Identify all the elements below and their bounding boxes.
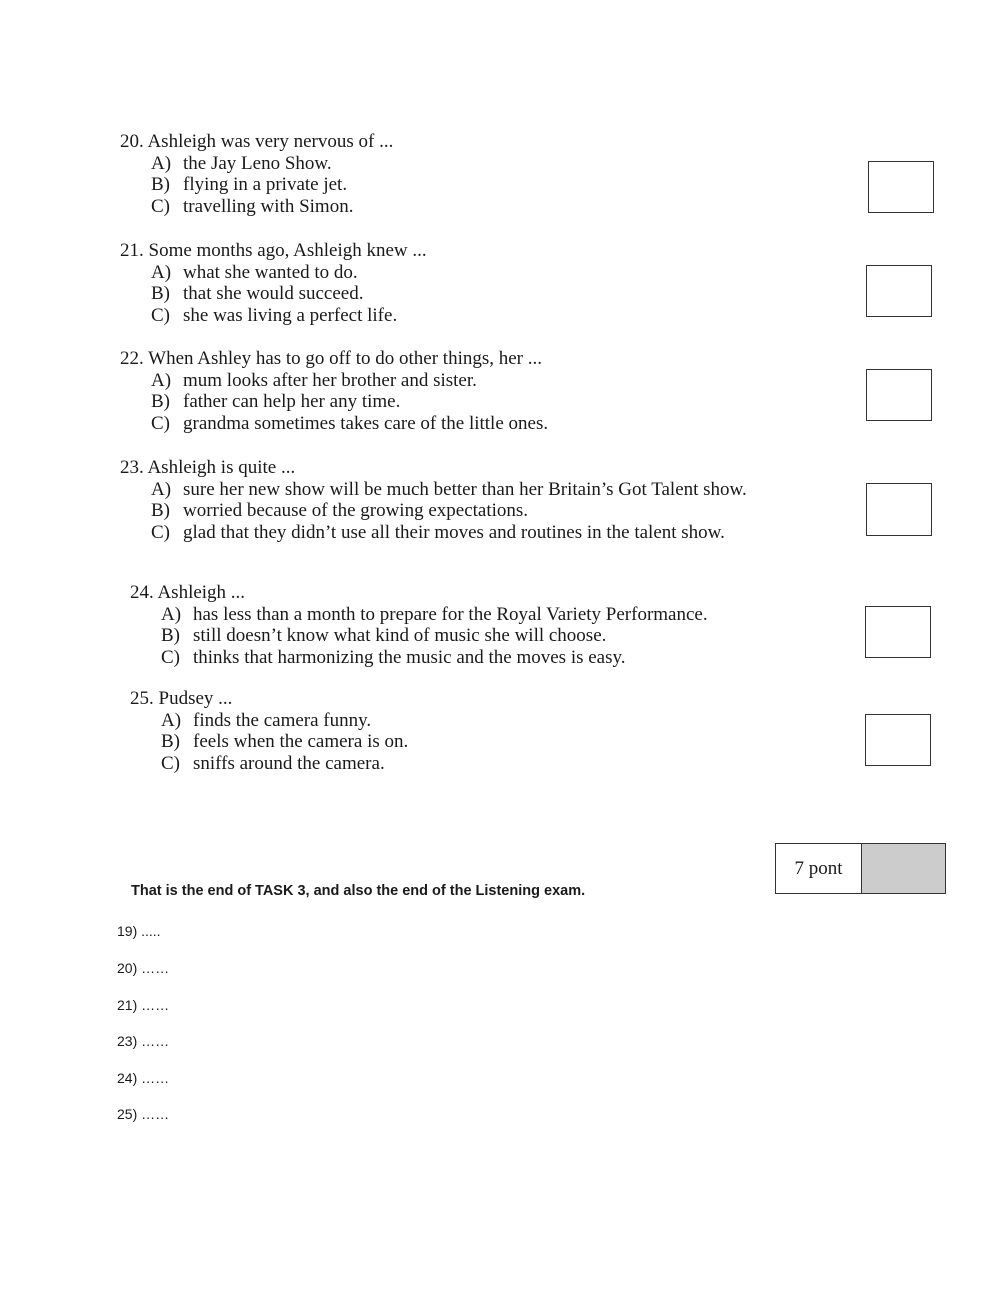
question-number: 23. [120,457,144,478]
question-23 [120,457,747,544]
option-letter: C) [151,196,170,218]
question-text: When Ashley has to go off to do other things, her ... [148,348,543,369]
option-a [120,370,548,392]
question-text: Ashleigh is quite ... [147,457,296,478]
option-b [130,731,408,753]
question-22 [120,348,548,435]
option-letter: C) [161,753,180,775]
answer-box-24[interactable] [865,606,931,658]
score-label: 7 pont [776,844,862,893]
answer-line-20[interactable]: 20) …… [117,960,170,976]
option-text: grandma sometimes takes care of the little ones. [183,413,549,435]
option-c [120,413,548,435]
option-letter: C) [161,647,180,669]
option-letter: A) [151,478,172,500]
option-b [120,283,427,305]
option-letter: B) [151,283,170,305]
answer-box-22[interactable] [866,369,932,421]
option-text: thinks that harmonizing the music and the moves is easy. [193,647,626,669]
question-number: 21. [120,240,144,261]
option-letter: B) [151,391,170,413]
option-letter: A) [161,709,182,731]
option-letter: C) [151,522,170,544]
score-box [775,843,946,894]
option-letter: B) [161,731,180,753]
answer-box-21[interactable] [866,265,932,317]
option-c [130,647,708,669]
option-text: has less than a month to prepare for the Royal Variety Performance. [193,603,708,625]
option-text: father can help her any time. [183,391,401,413]
option-text: the Jay Leno Show. [183,152,332,174]
option-c [120,196,393,218]
question-number: 22. [120,348,144,369]
option-letter: C) [151,305,170,327]
answer-box-25[interactable] [865,714,931,766]
option-c [130,753,408,775]
question-stem [120,240,427,262]
option-text: she was living a perfect life. [183,305,398,327]
option-c [120,305,427,327]
answer-line-23[interactable]: 23) …… [117,1033,170,1049]
question-20 [120,131,393,218]
question-number: 20. [120,131,144,152]
option-text: glad that they didn’t use all their moves and routines in the talent show. [183,522,725,544]
question-stem [130,688,408,710]
answer-box-23[interactable] [866,483,932,536]
option-b [130,625,708,647]
question-stem [120,131,393,153]
option-text: feels when the camera is on. [193,731,409,753]
option-text: sure her new show will be much better than her Britain’s Got Talent show. [183,478,747,500]
question-stem [120,457,747,479]
end-note: That is the end of TASK 3, and also the end of the Listening exam. [131,883,586,899]
answer-line-21[interactable]: 21) …… [117,997,170,1013]
option-b [120,500,747,522]
option-text: flying in a private jet. [183,174,348,196]
answer-box-20[interactable] [868,161,934,213]
question-text: Some months ago, Ashleigh knew ... [148,240,427,261]
option-text: still doesn’t know what kind of music she will choose. [193,625,607,647]
question-number: 24. [130,582,154,603]
option-letter: A) [151,369,172,391]
answer-line-25[interactable]: 25) …… [117,1106,170,1122]
option-text: that she would succeed. [183,283,364,305]
question-text: Pudsey ... [158,688,233,709]
option-letter: C) [151,413,170,435]
option-b [120,174,393,196]
option-letter: B) [161,625,180,647]
option-text: sniffs around the camera. [193,753,385,775]
option-letter: A) [151,152,172,174]
option-a [130,710,408,732]
option-letter: A) [151,261,172,283]
option-text: worried because of the growing expectations. [183,500,529,522]
option-text: mum looks after her brother and sister. [183,369,477,391]
answer-line-19[interactable]: 19) ..... [117,923,161,939]
answer-line-24[interactable]: 24) …… [117,1070,170,1086]
option-text: finds the camera funny. [193,709,372,731]
option-text: travelling with Simon. [183,196,354,218]
option-text: what she wanted to do. [183,261,358,283]
option-letter: B) [151,174,170,196]
option-letter: A) [161,603,182,625]
question-24 [130,582,708,669]
question-stem [120,348,548,370]
option-a [120,262,427,284]
option-a [130,604,708,626]
score-entry-cell[interactable] [862,844,945,893]
option-c [120,522,747,544]
option-a [120,479,747,501]
option-b [120,391,548,413]
question-21 [120,240,427,327]
question-stem [130,582,708,604]
question-number: 25. [130,688,154,709]
question-text: Ashleigh ... [157,582,246,603]
option-a [120,153,393,175]
question-25 [130,688,408,775]
option-letter: B) [151,500,170,522]
question-text: Ashleigh was very nervous of ... [147,131,394,152]
